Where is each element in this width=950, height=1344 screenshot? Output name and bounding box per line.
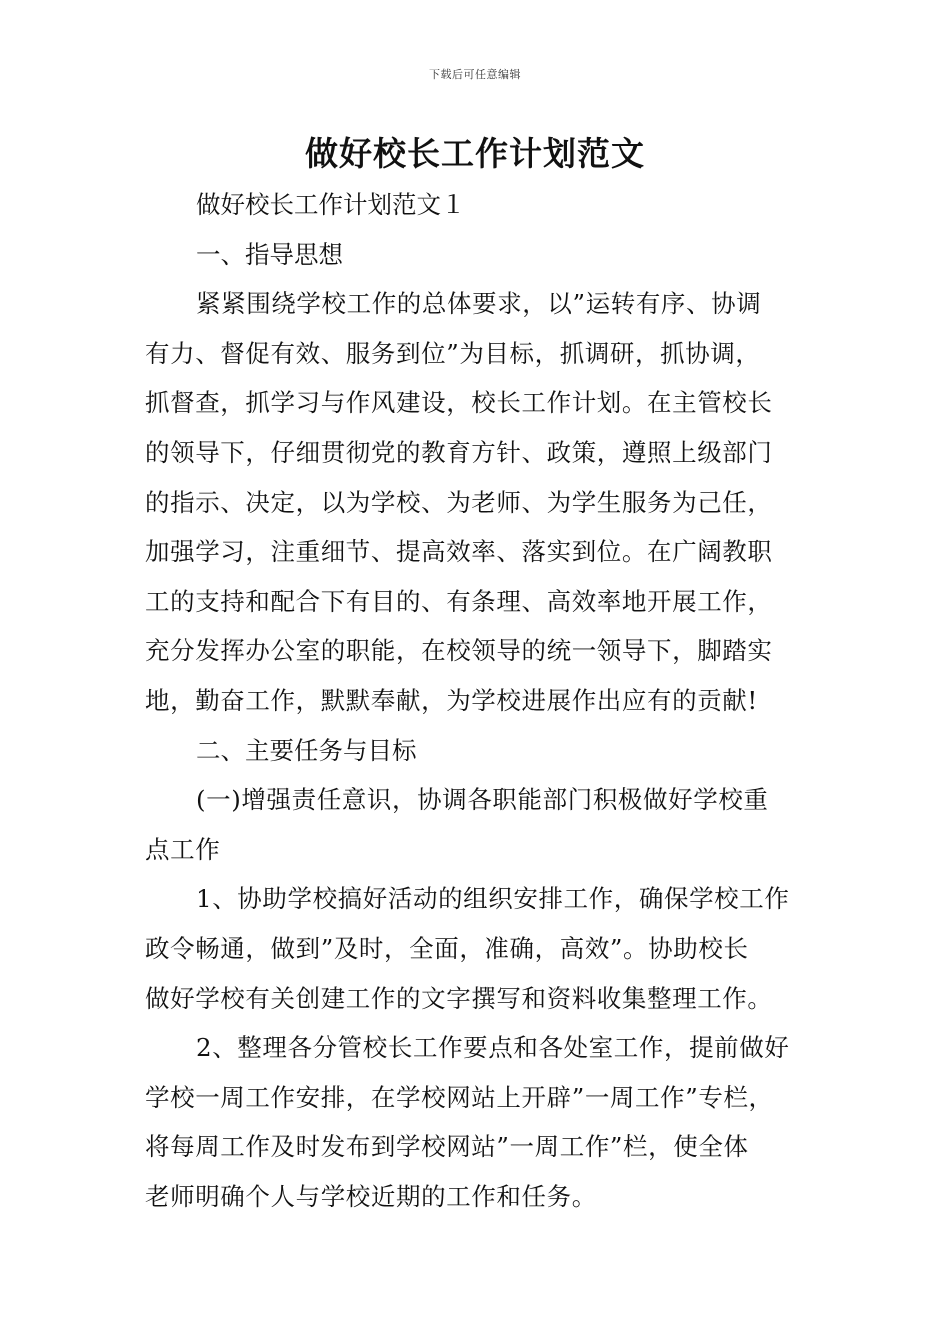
- text-line: 工的支持和配合下有目的、有条理、高效率地开展工作，: [145, 586, 773, 616]
- text-line: 老师明确个人与学校近期的工作和任务。: [145, 1181, 597, 1211]
- text-line: 加强学习，注重细节、提高效率、落实到位。在广阔教职: [145, 537, 773, 567]
- document-body: [145, 180, 810, 1221]
- text-line: 充分发挥办公室的职能，在校领导的统一领导下，脚踏实: [145, 636, 773, 666]
- paragraph-item-1: [145, 874, 810, 1023]
- paragraph-item-2: [145, 1023, 810, 1221]
- text-line: 将每周工作及时发布到学校网站”一周工作”栏，使全体: [145, 1132, 749, 1162]
- text-line: 有力、督促有效、服务到位”为目标，抓调研，抓协调，: [145, 338, 761, 368]
- subsection-heading-1: [145, 775, 810, 874]
- text-line: (一)增强责任意识，协调各职能部门积极做好学校重: [196, 785, 769, 815]
- text-line: 学校一周工作安排，在学校网站上开辟”一周工作”专栏，: [145, 1082, 774, 1112]
- header-note: 下载后可任意编辑: [429, 68, 521, 81]
- text-line: 二、主要任务与目标: [196, 735, 417, 765]
- text-line: 1、协助学校搞好活动的组织安排工作，确保学校工作: [196, 884, 790, 914]
- text-line: 2、整理各分管校长工作要点和各处室工作，提前做好: [196, 1033, 790, 1063]
- text-line: 紧紧围绕学校工作的总体要求，以”运转有序、协调: [196, 289, 762, 319]
- section-heading-1: [145, 230, 810, 280]
- text-line: 地，勤奋工作，默默奉献，为学校进展作出应有的贡献!: [145, 685, 758, 715]
- section-heading-2: [145, 726, 810, 776]
- subtitle-line: [145, 180, 810, 230]
- text-line: 一、指导思想: [196, 239, 343, 269]
- paragraph-guiding-ideology: [145, 279, 810, 725]
- text-line: 点工作: [145, 834, 221, 864]
- text-line: 做好校长工作计划范文１: [196, 190, 466, 219]
- document-title: 做好校长工作计划范文: [305, 134, 645, 173]
- text-line: 做好学校有关创建工作的文字撰写和资料收集整理工作。: [145, 983, 773, 1013]
- text-line: 政令畅通，做到”及时，全面，准确，高效”。协助校长: [145, 933, 749, 963]
- text-line: 的领导下，仔细贯彻党的教育方针、政策，遵照上级部门: [145, 437, 773, 467]
- text-line: 的指示、决定，以为学校、为老师、为学生服务为己任，: [145, 487, 773, 517]
- text-line: 抓督查，抓学习与作风建设，校长工作计划。在主管校长: [145, 388, 773, 418]
